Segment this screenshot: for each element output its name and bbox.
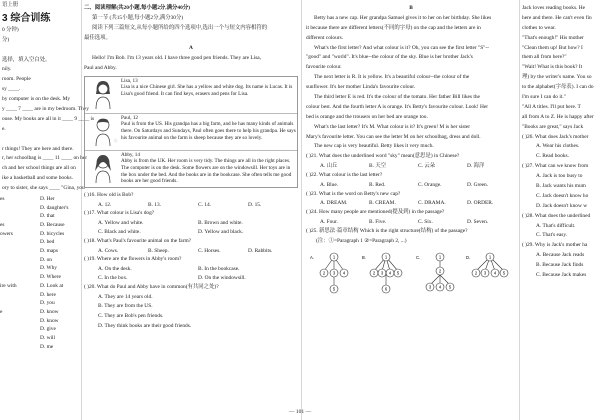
option-row	[0, 247, 80, 256]
option-text: A. DREAM.	[320, 200, 348, 207]
svg-text:5: 5	[502, 270, 506, 276]
option-text: D. that	[40, 213, 55, 220]
option-row	[0, 291, 80, 300]
question-stem: ( )28. What does the underlined	[522, 212, 591, 219]
reading-section	[84, 0, 298, 420]
passage-line: sunflower. It's her mother Linda's favourite colour.	[306, 84, 416, 91]
option-text: C. Black and white.	[98, 229, 141, 236]
option-text: A. On the desk.	[98, 266, 132, 273]
option-text: C. 14.	[198, 201, 212, 208]
svg-text:4: 4	[342, 270, 346, 276]
question-stem: ( )27. What can we know from	[522, 163, 589, 170]
question-stem: ( )26. What does Jack's mother	[522, 133, 589, 140]
friend-name: Paul, 12	[121, 114, 139, 121]
option-text: B. Red.	[369, 181, 386, 188]
option-text: D. Jack doesn't know w	[536, 202, 588, 209]
option-text: A. Blue.	[320, 181, 339, 188]
cloze-passage	[0, 26, 95, 193]
passage-line: it because there are different letters(不同的字母) on the cap and the letters are in	[306, 24, 481, 31]
svg-text:3: 3	[380, 270, 384, 276]
option-text: C. DRAMA.	[418, 200, 446, 207]
option-text: D. you	[40, 300, 55, 307]
option-text: D. on	[40, 256, 52, 263]
passage-line: 选择，填入空白处。	[2, 56, 51, 63]
question-stem: ( )22. What colour is the last letter?	[306, 171, 383, 178]
option-label: D.	[466, 254, 471, 260]
option-text: B. 天空	[369, 163, 387, 170]
option-row	[0, 195, 80, 204]
svg-text:1: 1	[488, 254, 492, 260]
option-text: D. give	[40, 326, 56, 333]
option-row	[306, 162, 516, 171]
passage-line: room. People	[2, 76, 31, 83]
passage-line: them all from here?"	[522, 54, 567, 61]
option-text: D. Where	[40, 274, 61, 281]
passage-line: by computer is on the desk. My	[2, 96, 71, 103]
passage-line: y ____ 7 ____ are in my bedroom. They	[2, 106, 89, 113]
option-text	[0, 247, 40, 256]
option-row	[0, 299, 80, 308]
passage-line: different colours.	[306, 34, 344, 41]
passage-line: e.	[2, 125, 6, 132]
svg-text:2: 2	[372, 270, 376, 276]
structure-tree	[466, 253, 508, 277]
option-text: D. know	[40, 308, 59, 315]
passage-line	[0, 46, 80, 55]
option-row	[0, 238, 80, 247]
option-text: D. Yellow and black.	[198, 229, 244, 236]
option-row	[0, 212, 80, 221]
option-text	[0, 212, 40, 221]
option-label: B.	[362, 254, 366, 260]
svg-text:1: 1	[438, 254, 442, 260]
passage-intro: Hello! I'm Bob. I'm 13 years old. I have three good pen friends. They are Lisa,	[92, 55, 262, 62]
passage-line: "That's enough!" His mother	[522, 34, 584, 41]
passage-line: ch and her school things are all on	[2, 165, 76, 172]
page-left-column	[0, 0, 95, 420]
column-divider	[81, 0, 82, 420]
option-text	[0, 273, 40, 282]
svg-text:5: 5	[332, 286, 336, 292]
option-text: D. Why	[40, 265, 57, 272]
friend-name: Abby, 14	[121, 151, 140, 158]
svg-text:3: 3	[332, 270, 336, 276]
option-text	[0, 334, 40, 343]
option-text: D. ORDER.	[467, 200, 494, 207]
structure-tree	[362, 253, 402, 293]
girl-avatar-icon	[93, 151, 115, 185]
option-text: A. Yellow and white.	[98, 220, 144, 227]
option-row	[84, 201, 298, 210]
option-text: D. Seven.	[467, 219, 489, 226]
friend-row	[85, 114, 297, 151]
option-text: D. They think books are their good friends.	[98, 323, 192, 330]
passage-line: r things! They are here and there.	[2, 145, 74, 152]
option-text: C. Six.	[418, 219, 433, 226]
passage-line: sy ____.	[2, 86, 21, 93]
option-text: D. On the windowsill.	[198, 274, 246, 281]
option-text: C. In the box.	[98, 274, 128, 281]
option-text: A. They are 14 years old.	[98, 293, 153, 300]
section-a-instruction: 阅读下列三篇短文,从每小题所给的四个选项中,选出一个与短文内容相符的	[92, 24, 268, 31]
option-text: B. They are from the US.	[98, 303, 153, 310]
option-text: A. Because Jack reads	[536, 252, 585, 259]
option-text: D. will	[40, 335, 55, 342]
svg-text:2: 2	[322, 270, 326, 276]
svg-text:5: 5	[396, 270, 400, 276]
option-text: D. Her	[40, 195, 55, 202]
passage-line: Mary's favourite letter. You can see the letter M on her schoolbag, dress and doll.	[306, 133, 481, 140]
option-text: C. 云朵	[418, 163, 436, 170]
question-stem: ( )24. How many people are mentioned(提及到) in the passage?	[306, 209, 445, 216]
structure-note: (注：①=Paragraph 1 ②=Paragraph 2, ...)	[316, 237, 407, 244]
option-label: A.	[310, 254, 314, 260]
girl-avatar-icon	[93, 77, 115, 111]
svg-text:4: 4	[438, 284, 442, 290]
question-stem: ( )29. Why is Jack's mother ha	[522, 242, 588, 249]
structure-tree	[310, 253, 348, 293]
question-stem: ( )16. How old is Bob?	[84, 191, 134, 198]
column-divider	[301, 0, 302, 420]
option-text	[0, 256, 40, 265]
passage-line: "Books are great," says Jack	[522, 123, 584, 130]
svg-text:2: 2	[474, 270, 478, 276]
passage-line: r, her schoolbag is ____ 11 ____ on her	[2, 155, 88, 162]
question-stem: ( )19. Where are the flowers in Abby's room?	[84, 256, 182, 263]
passage-line: to the alphabet(字母表). I can do	[522, 84, 594, 91]
question-list	[84, 191, 298, 331]
section-a-title: 第一节 (共15小题,每小题2分,满分30分)	[92, 14, 184, 21]
option-text: D. here	[40, 291, 56, 298]
option-text: B. Jack wants his mum	[536, 183, 586, 190]
page-number: — 101 —	[288, 409, 312, 415]
passage-line: ory to sister, she says ____ "Gina, you	[2, 185, 85, 192]
passage-line: favourite colour.	[306, 64, 342, 71]
passage-line: clothes to wear.	[522, 24, 556, 31]
option-text: A. Four.	[320, 219, 338, 226]
option-text: C. Orange.	[418, 181, 442, 188]
option-text: D. bed	[40, 239, 55, 246]
passage-line: "good" and "world". It's blue--the colour of the sky. Blue is her brother Jack's	[306, 54, 473, 61]
passage-text	[306, 14, 516, 151]
friend-desc: Lisa is a nice Chinese girl. She has a yellow and white dog. Its name is Lucas. It is Lisa's good friend. It can find keys, erasers and pens for Lisa.	[121, 84, 293, 98]
passage-line: What's the last letter? It's M. What colour is it? It's green! M is her sister	[314, 123, 471, 130]
option-text: D. Rabbits.	[248, 247, 273, 254]
option-text	[0, 299, 40, 308]
option-text	[0, 325, 40, 334]
passage-line: nily.	[2, 66, 12, 73]
option-row	[84, 247, 298, 256]
option-row	[0, 334, 80, 343]
reading-passage-b	[306, 0, 516, 420]
passage-line: bed is orange and the trousers on her bed are orange too.	[306, 113, 428, 120]
passage-line: 分)	[2, 36, 10, 43]
passage-line: "Wait! What is this book? It	[522, 64, 583, 71]
option-text: D. Because	[40, 221, 65, 228]
question-stem: ( )23. What is the word on Betty's new cap?	[306, 190, 401, 197]
option-text	[0, 264, 40, 273]
option-row	[84, 228, 298, 237]
option-row	[84, 265, 298, 274]
passage-line: "Clean them up! But how? I	[522, 44, 583, 51]
question-list	[522, 133, 600, 280]
watermark: ·	[110, 120, 122, 158]
svg-text:1: 1	[384, 254, 388, 260]
svg-text:3: 3	[428, 284, 432, 290]
svg-text:1: 1	[332, 254, 336, 260]
svg-text:2: 2	[438, 268, 442, 274]
option-text: A. Jack is too busy to	[536, 173, 583, 180]
option-text: es	[0, 195, 5, 202]
option-text: B. CREAM.	[369, 200, 396, 207]
question-stem: ( )18. What's Paul's favourite animal on the farm?	[84, 237, 192, 244]
passage-text	[522, 4, 600, 131]
question-stem: ( )25. 新思法·篇章结构 Which is the right structure(结构) of the passage?	[306, 227, 468, 234]
friend-text	[121, 114, 297, 150]
option-text: C. Horses.	[198, 247, 221, 254]
option-text	[0, 291, 40, 300]
question-list	[306, 152, 516, 235]
option-text: D. daughter's	[40, 204, 69, 211]
option-text: A. Wear his clothes.	[536, 143, 580, 150]
passage-line: I'm sure I can do it."	[522, 94, 566, 101]
option-text	[0, 317, 40, 326]
passage-line: "All A titles. I'll put here. T	[522, 103, 581, 110]
option-row	[306, 218, 516, 227]
passage-line: The third letter E is red. It's the colour of the tomato. Her father Bill likes the	[314, 94, 480, 101]
pen-friends-table	[84, 76, 298, 188]
passage-line: ike a basketball and some books.	[2, 175, 73, 182]
passage-line: 理) by the writer's name. You so	[522, 74, 592, 81]
passage-line: ouse. My books are all in it ____ 9 ____ is	[2, 115, 95, 122]
friend-row	[85, 77, 297, 114]
option-row	[0, 308, 80, 317]
option-text: D. me	[40, 343, 54, 350]
option-text: A. That's difficult.	[536, 222, 576, 229]
passage-label: B	[409, 5, 413, 11]
svg-text:4: 4	[493, 270, 497, 276]
passage-intro-cont: Paul and Abby.	[84, 65, 117, 72]
option-text: B. In the bookcase.	[198, 266, 240, 273]
friend-name: Lisa, 13	[121, 77, 138, 84]
section-a-instruction-cont: 最佳选项。	[84, 34, 111, 41]
passage-line: all from A to Z. He is happy after	[522, 113, 594, 120]
svg-text:5: 5	[448, 284, 452, 290]
option-text: C. They are Bob's pen friends.	[98, 313, 164, 320]
option-text: B. Brown and white.	[198, 220, 243, 227]
option-text: B. 13.	[148, 201, 162, 208]
passage-line	[0, 135, 80, 144]
friend-desc: Abby is from the UK. Her room is very tidy. The things are all in the right places. The computer is on the desk. Some flowers are on the windowsill. Her toys are in the box under the bed. And the books are in the bookcase. She often tells me good books are her good friends.	[121, 158, 292, 185]
question-stem: ( )20. What do Paul and Abby have in common(有共同之处)?	[84, 283, 219, 290]
column-divider	[519, 0, 520, 420]
friend-text	[121, 151, 297, 187]
page-title: 3 综合训练	[2, 12, 51, 24]
option-text	[0, 343, 40, 352]
passage-line: The new cap is very beautiful. Betty likes it very much.	[314, 143, 434, 150]
option-text: B. Because Jack finds	[536, 262, 584, 269]
option-text: A. 山丘	[320, 163, 338, 170]
friend-text	[121, 77, 297, 113]
option-row	[306, 199, 516, 208]
option-text: e	[0, 308, 3, 315]
option-row	[0, 343, 80, 352]
passage-line: 0 分钟)	[2, 26, 19, 33]
option-text: B. Five.	[369, 219, 387, 226]
option-text: B. Sheep.	[148, 247, 169, 254]
option-text: owers	[0, 230, 13, 237]
passage-label: A	[189, 45, 193, 52]
option-text: D. 海洋	[467, 163, 485, 170]
friend-row	[85, 151, 297, 187]
option-row	[0, 204, 80, 213]
option-text: D. maps	[40, 248, 58, 255]
option-row	[0, 256, 80, 265]
option-row	[0, 325, 80, 334]
option-row	[0, 317, 80, 326]
passage-line: colour best. And the fourth letter A is orange. It's Betty's favourite colour. Look! Her	[306, 103, 489, 110]
option-row	[84, 219, 298, 228]
svg-text:3: 3	[483, 270, 487, 276]
option-row	[0, 230, 80, 239]
section-title: 二、阅读理解(共20小题,每小题2分,满分40分)	[84, 5, 191, 11]
header-text: 语上册	[2, 2, 19, 8]
option-text: C. Because Jack makes	[536, 272, 587, 279]
option-row	[306, 181, 516, 190]
passage-line: What's the first letter? And what colour is it? Oh, you can see the first letter "S"--	[314, 44, 489, 51]
option-text: C. Jack doesn't know ho	[536, 192, 589, 199]
question-stem: ( )21. What does the underlined word "sky" mean(意思是) in Chinese?	[306, 153, 460, 160]
option-text	[0, 204, 40, 213]
option-text	[0, 238, 40, 247]
option-text: C. That's easy.	[536, 232, 568, 239]
option-row	[0, 221, 80, 230]
passage-line: Jack loves reading books. He	[522, 5, 586, 11]
question-stem: ( )17. What colour is Lisa's dog?	[84, 210, 155, 217]
option-text: es	[0, 221, 5, 228]
option-row	[0, 264, 80, 273]
svg-text:4: 4	[388, 270, 392, 276]
friend-desc: Paul is from the US. His grandpa has a big farm, and he has many kinds of animals there. On Saturdays and Sundays, Paul often goes there to help his grandpa. He says his favourite animal on the farm is sheep because they are so lovely.	[121, 121, 296, 141]
option-text: A. Cows.	[98, 247, 119, 254]
passage-line: here and there. He can't even fin	[522, 14, 592, 21]
cloze-options	[0, 195, 80, 352]
option-text: D. Green.	[467, 181, 489, 188]
option-text: D. bicycles	[40, 230, 65, 237]
option-text: ire with	[0, 282, 17, 289]
option-row	[84, 274, 298, 283]
option-text: D. 15.	[248, 201, 262, 208]
passage-line: Betty has a new cap. Her grandpa Samuel gives it to her on her birthday. She likes	[314, 14, 492, 21]
structure-tree	[416, 253, 454, 291]
boy-avatar-icon	[93, 114, 115, 148]
svg-text:6: 6	[384, 286, 388, 292]
option-text: C. Read books.	[536, 153, 569, 160]
option-text: D. Look at	[40, 282, 64, 289]
structure-diagrams	[306, 247, 516, 307]
option-row	[0, 282, 80, 291]
option-text: D. know	[40, 317, 59, 324]
option-text: A. 12.	[98, 201, 112, 208]
option-row	[0, 273, 80, 282]
option-label: C.	[416, 254, 421, 260]
passage-line: The next letter is R. It is yellow. It's a beautiful colour--the colour of the	[314, 74, 470, 81]
reading-passage-c	[522, 0, 600, 420]
